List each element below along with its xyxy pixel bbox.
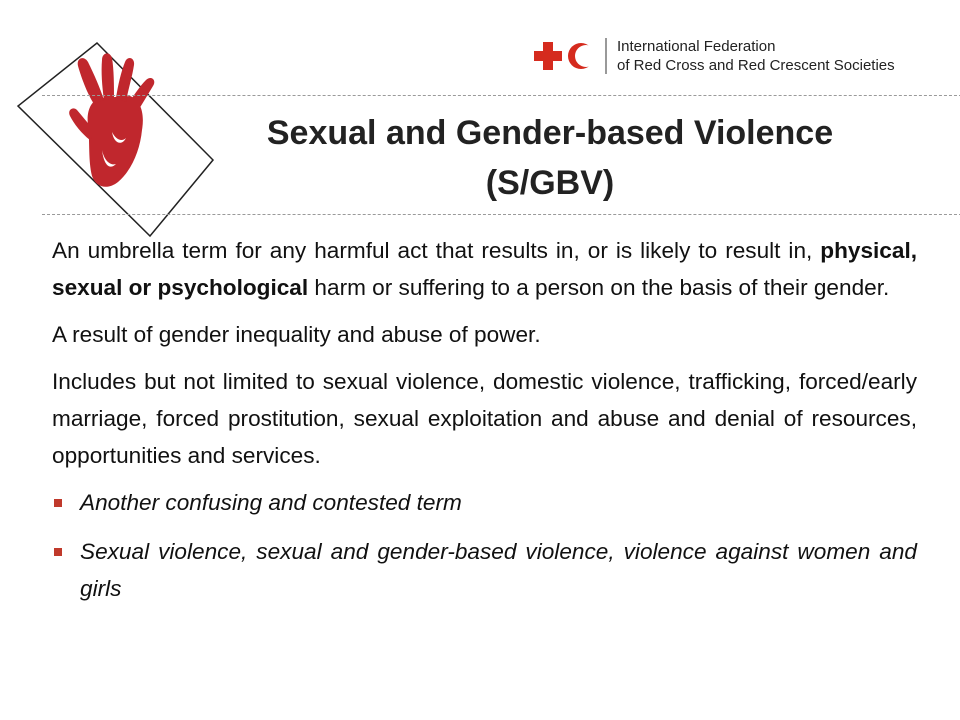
red-crescent-icon: [567, 41, 597, 71]
organization-name: [617, 37, 895, 75]
slide-body: [52, 232, 917, 619]
logo-separator: [605, 38, 607, 74]
organization-line-1: International Federation: [617, 38, 776, 55]
top-divider: [42, 95, 960, 96]
definition-emphasis: physical, sexual or psychological: [52, 238, 917, 300]
bullet-marker: [54, 499, 62, 507]
title-line-1: Sexual and Gender-based Violence: [266, 114, 834, 152]
organization-line-2: of Red Cross and Red Crescent Societies: [617, 57, 895, 74]
title-line-2: (S/GBV): [485, 164, 615, 202]
ifrc-logo: [533, 37, 895, 75]
bullet-text: Sexual violence, sexual and gender-based violence, violence against women and girls: [80, 539, 917, 601]
definition-text-start: An umbrella term for any harmful act that results in, or is likely to result in,: [52, 238, 821, 263]
bullet-item: [52, 484, 917, 521]
bullet-marker: [54, 548, 62, 556]
red-hand-icon: [0, 0, 240, 240]
hand-diamond-logo: [0, 0, 240, 240]
bottom-divider: [42, 214, 960, 215]
red-cross-icon: [533, 41, 563, 71]
bullet-list: [52, 484, 917, 607]
cause-paragraph: A result of gender inequality and abuse of power.: [52, 322, 541, 347]
bullet-text: Another confusing and contested term: [80, 490, 462, 515]
definition-text-end: harm or suffering to a person on the basis of their gender.: [308, 275, 890, 300]
definition-paragraph: [52, 232, 917, 306]
bullet-item: [52, 533, 917, 607]
slide-title: [205, 108, 895, 208]
includes-paragraph: Includes but not limited to sexual violence, domestic violence, trafficking, forced/early marriage, forced prostitution, sexual exploitation and abuse and denial of resources, opportunities and services.: [52, 369, 917, 468]
